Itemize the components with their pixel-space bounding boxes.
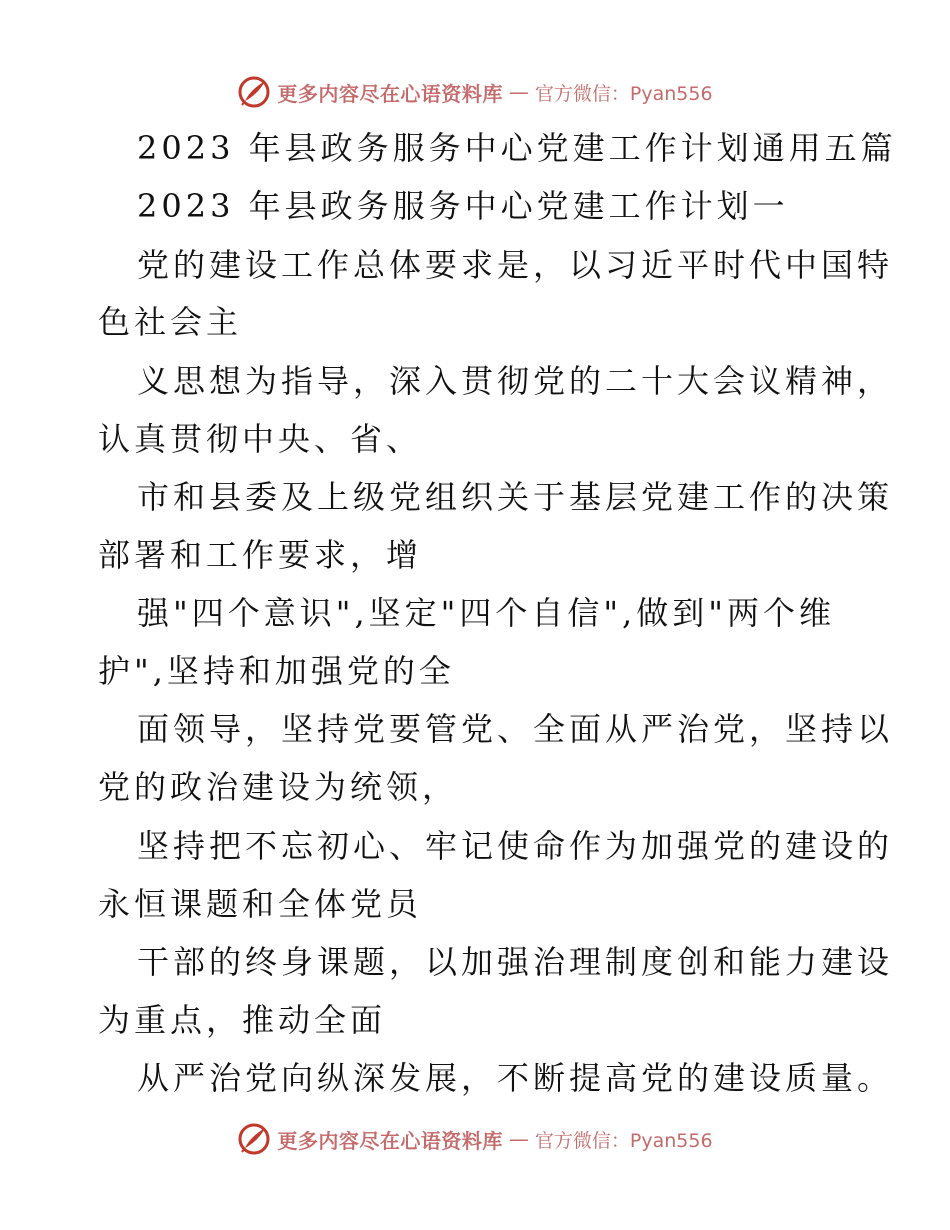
paragraph-line: 强"四个意识",坚定"四个自信",做到"两个维 <box>137 594 835 632</box>
paragraph-line: 党的建设工作总体要求是，以习近平时代中国特 <box>137 246 894 284</box>
paragraph-line: 义思想为指导，深入贯彻党的二十大会议精神， <box>137 362 894 400</box>
document-title: 2023 年县政务服务中心党建工作计划通用五篇 <box>137 129 897 167</box>
footer-banner-text: 更多内容尽在心语资料库 <box>277 1128 503 1153</box>
quill-logo-icon <box>237 1122 271 1156</box>
header-banner-wechat: 官方微信：Pyan556 <box>534 82 713 105</box>
paragraph-line: 色社会主 <box>98 303 243 341</box>
paragraph-line: 市和县委及上级党组织关于基层党建工作的决策 <box>137 478 894 516</box>
paragraph-line: 永恒课题和全体党员 <box>98 885 423 923</box>
paragraph-line: 干部的终身课题，以加强治理制度创和能力建设 <box>137 943 894 981</box>
document-subtitle: 2023 年县政务服务中心党建工作计划一 <box>137 187 789 225</box>
paragraph-line: 部署和工作要求，增 <box>98 536 423 574</box>
footer-banner <box>0 1117 950 1161</box>
header-banner-separator: — <box>508 80 529 104</box>
footer-banner-separator: — <box>508 1127 529 1151</box>
paragraph-line: 护",坚持和加强党的全 <box>98 652 455 690</box>
paragraph-line: 从严治党向纵深发展，不断提高党的建设质量。 <box>137 1059 894 1097</box>
paragraph-line: 坚持把不忘初心、牢记使命作为加强党的建设的 <box>137 827 894 865</box>
paragraph-line: 为重点，推动全面 <box>98 1001 387 1039</box>
paragraph-line: 党的政治建设为统领， <box>98 768 459 806</box>
paragraph-line: 认真贯彻中央、省、 <box>98 420 423 458</box>
footer-banner-wechat: 官方微信：Pyan556 <box>534 1129 713 1152</box>
paragraph-line: 面领导，坚持党要管党、全面从严治党，坚持以 <box>137 710 894 748</box>
header-banner-text: 更多内容尽在心语资料库 <box>277 81 503 106</box>
